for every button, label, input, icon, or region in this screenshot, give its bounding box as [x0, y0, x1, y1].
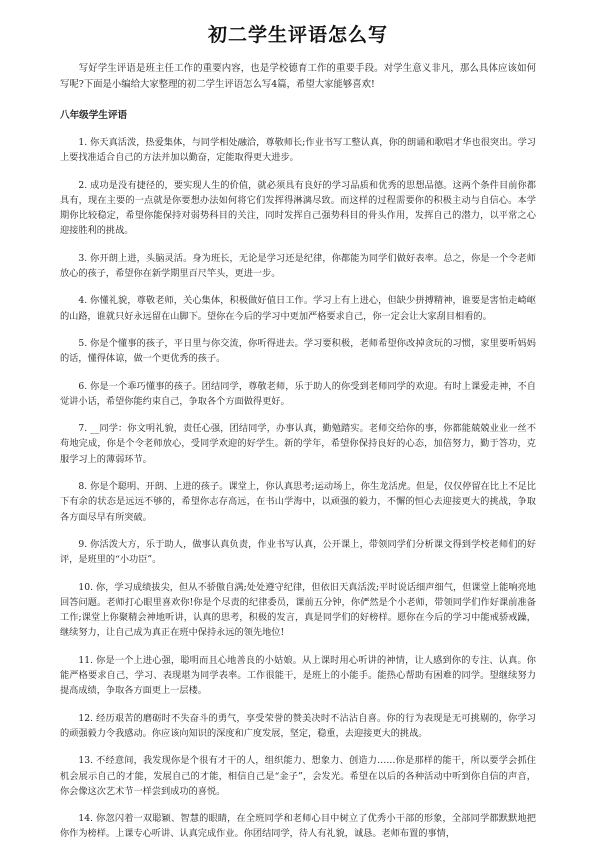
comment-paragraph: 12. 经历艰苦的磨砺时不失奋斗的勇气，享受荣誉的赞美决时不沾沾自喜。你的行为表现是无可挑剔的，你学习的顽强毅力令我感动。你应该向知识的深度和广度发展，坚定，稳重，去迎接更大的挑战。	[60, 712, 536, 739]
comment-paragraph: 2. 成功是没有捷径的，要实现人生的价值，就必须具有良好的学习品质和优秀的思想品德。这两个条件目前你都具有，现在主要的一点就是你要想办法如何将它们发挥得淋漓尽致。而这样的过程需要你的积极主动与自信心。本学期你比较稳定，希望你能保持对弱势科目的关注，同时发挥自己强势科目的骨头作用，发挥自己的潜力，以平常之心迎接胜利的挑战。	[60, 179, 536, 237]
comment-paragraph: 13. 不经意间，我发现你是个很有才干的人，组织能力、想象力、创造力……你是那样的能干，所以要学会抓住机会展示自己的才能，发展自己的才能，相信自己是“金子”，会发光。希望在以后的各种活动中听到你自信的声音，你会像这次艺术节一样尝到成功的喜悦。	[60, 755, 536, 797]
comment-paragraph: 5. 你是个懂事的孩子，平日里与你交流，你听得进去。学习要积极，老师希望你改掉贪玩的习惯，家里要听妈妈的话，懂得体谅，做一个更优秀的孩子。	[60, 337, 536, 365]
comment-paragraph: 7. __同学：你文明礼貌，责任心强，团结同学，办事认真，勤勉踏实。老师交给你的事，你都能兢兢业业一丝不苟地完成，你是个令老师放心，受同学欢迎的好学生。新的学年，希望你保持良好的心态，加倍努力，勤于答功，克服学习上的薄弱环节。	[60, 423, 536, 465]
comment-paragraph: 14. 你忽闪着一双聪颖、智慧的眼睛，在全班同学和老师心目中树立了优秀小干部的形象，全部同学都默默地把你作为榜样。上课专心听讲、认真完成作业。你团结同学，待人有礼貌，诚恳。老师布置的事情，	[60, 813, 536, 840]
comment-paragraph: 3. 你开朗上进，头脑灵活。身为班长，无论是学习还是纪律，你都能为同学们做好表率。总之，你是一个令老师放心的孩子，希望你在新学期里百尺竿头，更进一步。	[60, 252, 536, 280]
comment-paragraph: 11. 你是一个上进心强，聪明而且心地善良的小姑娘。从上课时用心听讲的神情，让人感到你的专注、认真。你能严格要求自己，学习、表现堪为同学表率。工作很能干，是班上的小能手。能热心帮助有困难的同学。望继续努力提高成绩，争取各方面更上一层楼。	[60, 654, 536, 697]
comment-paragraph: 10. 你，学习成绩拔尖，但从不骄傲自满;处处遵守纪律，但依旧天真活泼;平时说话细声细气，但课堂上能响亮地回答问题。老师打心眼里喜欢你!你是个尽责的纪律委员，课前五分钟，你俨然是个小老师，带领同学们作好课前准备工作;课堂上你聚精会神地听讲，认真的思考，积极的发言，真是同学们的好榜样。愿你在今后的学习中能戒骄戒躁，继续努力，让自己成为真正在班中保持永远的领先地位!	[60, 581, 536, 639]
comment-paragraph: 6. 你是一个乖巧懂事的孩子。团结同学，尊敬老师，乐于助人的你受到老师同学的欢迎。有时上课爱走神，不自觉讲小话，希望你能约束自己，争取各个方面做得更好。	[60, 380, 536, 407]
comment-paragraph: 4. 你懂礼貌，尊敬老师，关心集体，积极做好值日工作。学习上有上进心，但缺少拼搏精神，谁要是害怕走崎岖的山路，谁就只好永远留在山脚下。望你在今后的学习中更加严格要求自己，你一定会让大家刮目相看的。	[60, 295, 536, 322]
comment-paragraph: 9. 你活泼大方，乐于助人，做事认真负责，作业书写认真，公开课上，带领同学们分析课文得到学校老师们的好评，是班里的“小功臣”。	[60, 538, 536, 566]
comment-paragraph: 1. 你天真活泼，热爱集体，与同学相处融洽，尊敬师长;作业书写工整认真，你的朗诵和歌唱才华也很突出。学习上要找准适合自己的方法并加以勤奋，定能取得更大进步。	[60, 137, 536, 164]
section-heading: 八年级学生评语	[60, 110, 128, 121]
intro-paragraph: 写好学生评语是班主任工作的重要内容，也是学校德育工作的重要手段。对学生意义非凡，那么具体应该如何写呢?下面是小编给大家整理的初二学生评语怎么写4篇，希望大家能够喜欢!	[60, 63, 536, 90]
comment-paragraph: 8. 你是个聪明、开朗、上进的孩子。课堂上，你认真思考;运动场上，你生龙活虎。但是，仅仅停留在比上不足比下有余的状态是远远不够的，希望你志存高远，在书山学海中，以顽强的毅力，不懈的恒心去迎接更大的挑战，争取各方面尽早有所突破。	[60, 481, 536, 523]
document-title: 初二学生评语怎么写	[207, 24, 388, 46]
